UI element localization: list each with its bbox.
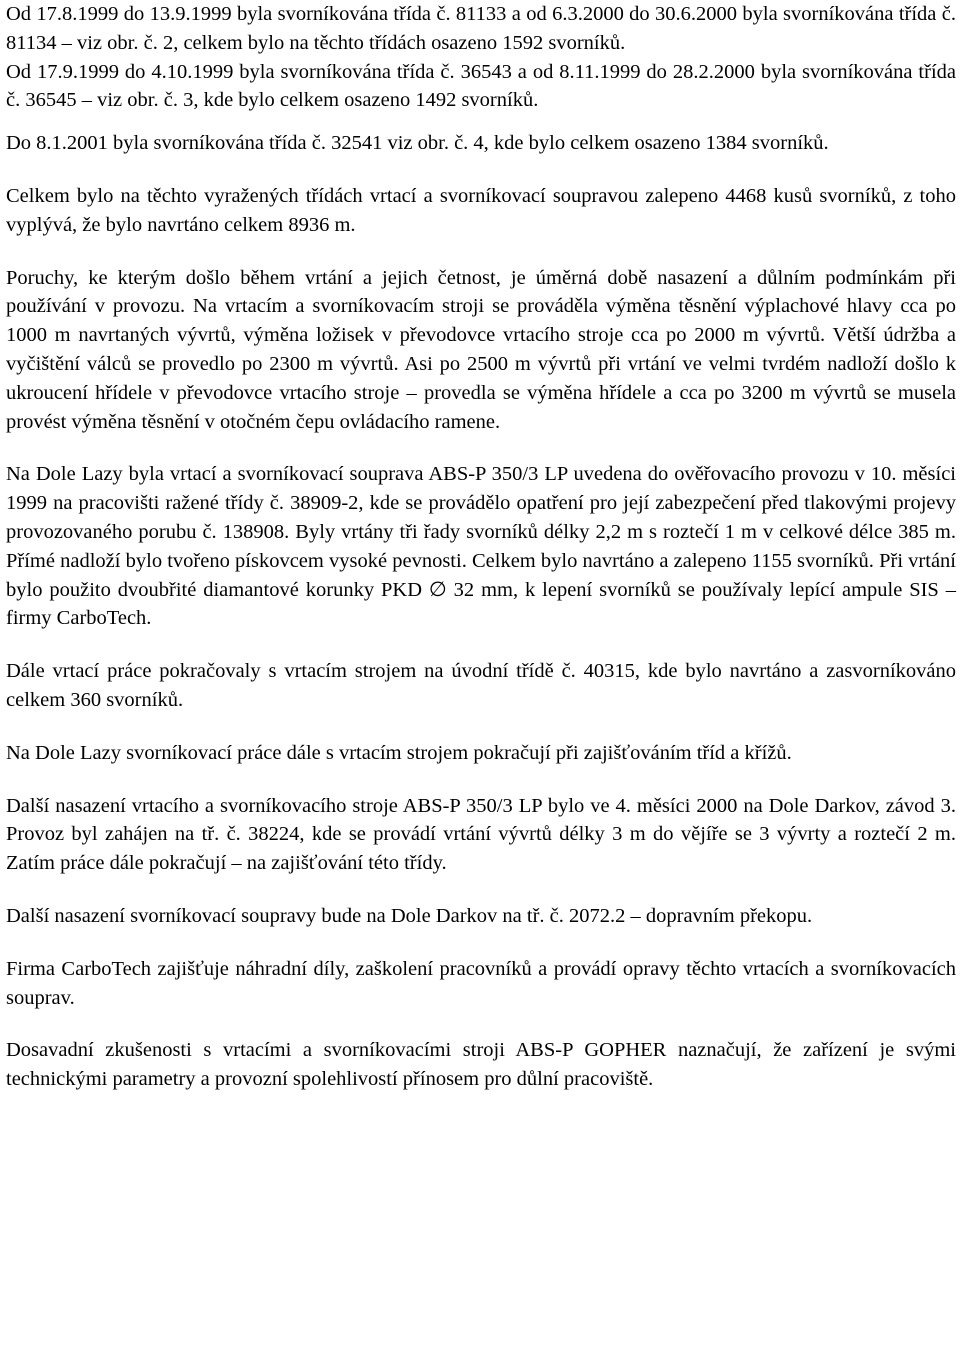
paragraph-7: Dále vrtací práce pokračovaly s vrtacím strojem na úvodní třídě č. 40315, kde bylo navrtáno a zasvorníkováno celkem 360 svorníků. — [6, 660, 956, 711]
paragraph-6: Na Dole Lazy byla vrtací a svorníkovací souprava ABS-P 350/3 LP uvedena do ověřovacího provozu v 10. měsíci 1999 na pracovišti ražené třídy č. 38909-2, kde se provádělo opatření pro její zabezpečení před tlakovými projevy provozovaného porubu č. 138908. Byly vrtány tři řady svorníků délky 2,2 m s roztečí 1 m v celkové délce 385 m. Přímé nadloží bylo tvořeno pískovcem vysoké pevnosti. Celkem bylo navrtáno a zalepeno 1155 svorníků. Při vrtání bylo použito dvoubřité diamantové korunky PKD ∅ 32 mm, k lepení svorníků se používaly lepící ampule SIS – firmy CarboTech. — [6, 463, 956, 630]
paragraph-3: Do 8.1.2001 byla svorníkována třída č. 32541 viz obr. č. 4, kde bylo celkem osazeno 1384 svorníků. — [6, 132, 829, 155]
paragraph-8: Na Dole Lazy svorníkovací práce dále s vrtacím strojem pokračují při zajišťováním tříd a křížů. — [6, 741, 792, 764]
paragraph-11: Firma CarboTech zajišťuje náhradní díly, zaškolení pracovníků a provádí opravy těchto vrtacích a svorníkovacích souprav. — [6, 957, 956, 1009]
paragraph-12: Dosavadní zkušenosti s vrtacími a svorníkovacími stroji ABS-P GOPHER naznačují, že zařízení je svými technickými parametry a provozní spolehlivostí přínosem pro důlní pracoviště. — [6, 1039, 956, 1091]
paragraph-1: Od 17.8.1999 do 13.9.1999 byla svorníkována třída č. 81133 a od 6.3.2000 do 30.6.2000 byla svorníkována třída č. 81134 – viz obr. č. 2, celkem bylo na těchto třídách osazeno 1592 svorníků. — [6, 3, 956, 54]
paragraph-9: Další nasazení vrtacího a svorníkovacího stroje ABS-P 350/3 LP bylo ve 4. měsíci 2000 na Dole Darkov, závod 3. Provoz byl zahájen na tř. č. 38224, kde se provádí vrtání vývrtů délky 3 m do vějíře se 3 vývrty a roztečí 2 m. Zatím práce dále pokračují – na zajišťování této třídy. — [6, 794, 956, 875]
document-page — [6, 0, 956, 1094]
paragraph-5: Poruchy, ke kterým došlo během vrtání a jejich četnost, je úměrná době nasazení a důlním podmínkám při používání v provozu. Na vrtacím a svorníkovacím stroji se prováděla výměna těsnění výplachové hlavy cca po 1000 m navrtaných vývrtů, výměna ložisek v převodovce vrtacího stroje cca po 2000 m vývrtů. Větší údržba a vyčištění válců se provedlo po 2300 m vývrtů. Asi po 2500 m vývrtů při vrtání ve velmi tvrdém nadloží došlo k ukroucení hřídele v převodovce vrtacího stroje – provedla se výměna hřídele a cca po 3200 m vývrtů se musela provést výměna těsnění v otočném čepu ovládacího ramene. — [6, 266, 956, 433]
paragraph-2: Od 17.9.1999 do 4.10.1999 byla svorníkována třída č. 36543 a od 8.11.1999 do 28.2.2000 byla svorníkována třída č. 36545 – viz obr. č. 3, kde bylo celkem osazeno 1492 svorníků. — [6, 60, 956, 112]
paragraph-4: Celkem bylo na těchto vyražených třídách vrtací a svorníkovací soupravou zalepeno 4468 kusů svorníků, z toho vyplývá, že bylo navrtáno celkem 8936 m. — [6, 184, 956, 236]
paragraph-10: Další nasazení svorníkovací soupravy bude na Dole Darkov na tř. č. 2072.2 – dopravním překopu. — [6, 904, 813, 927]
